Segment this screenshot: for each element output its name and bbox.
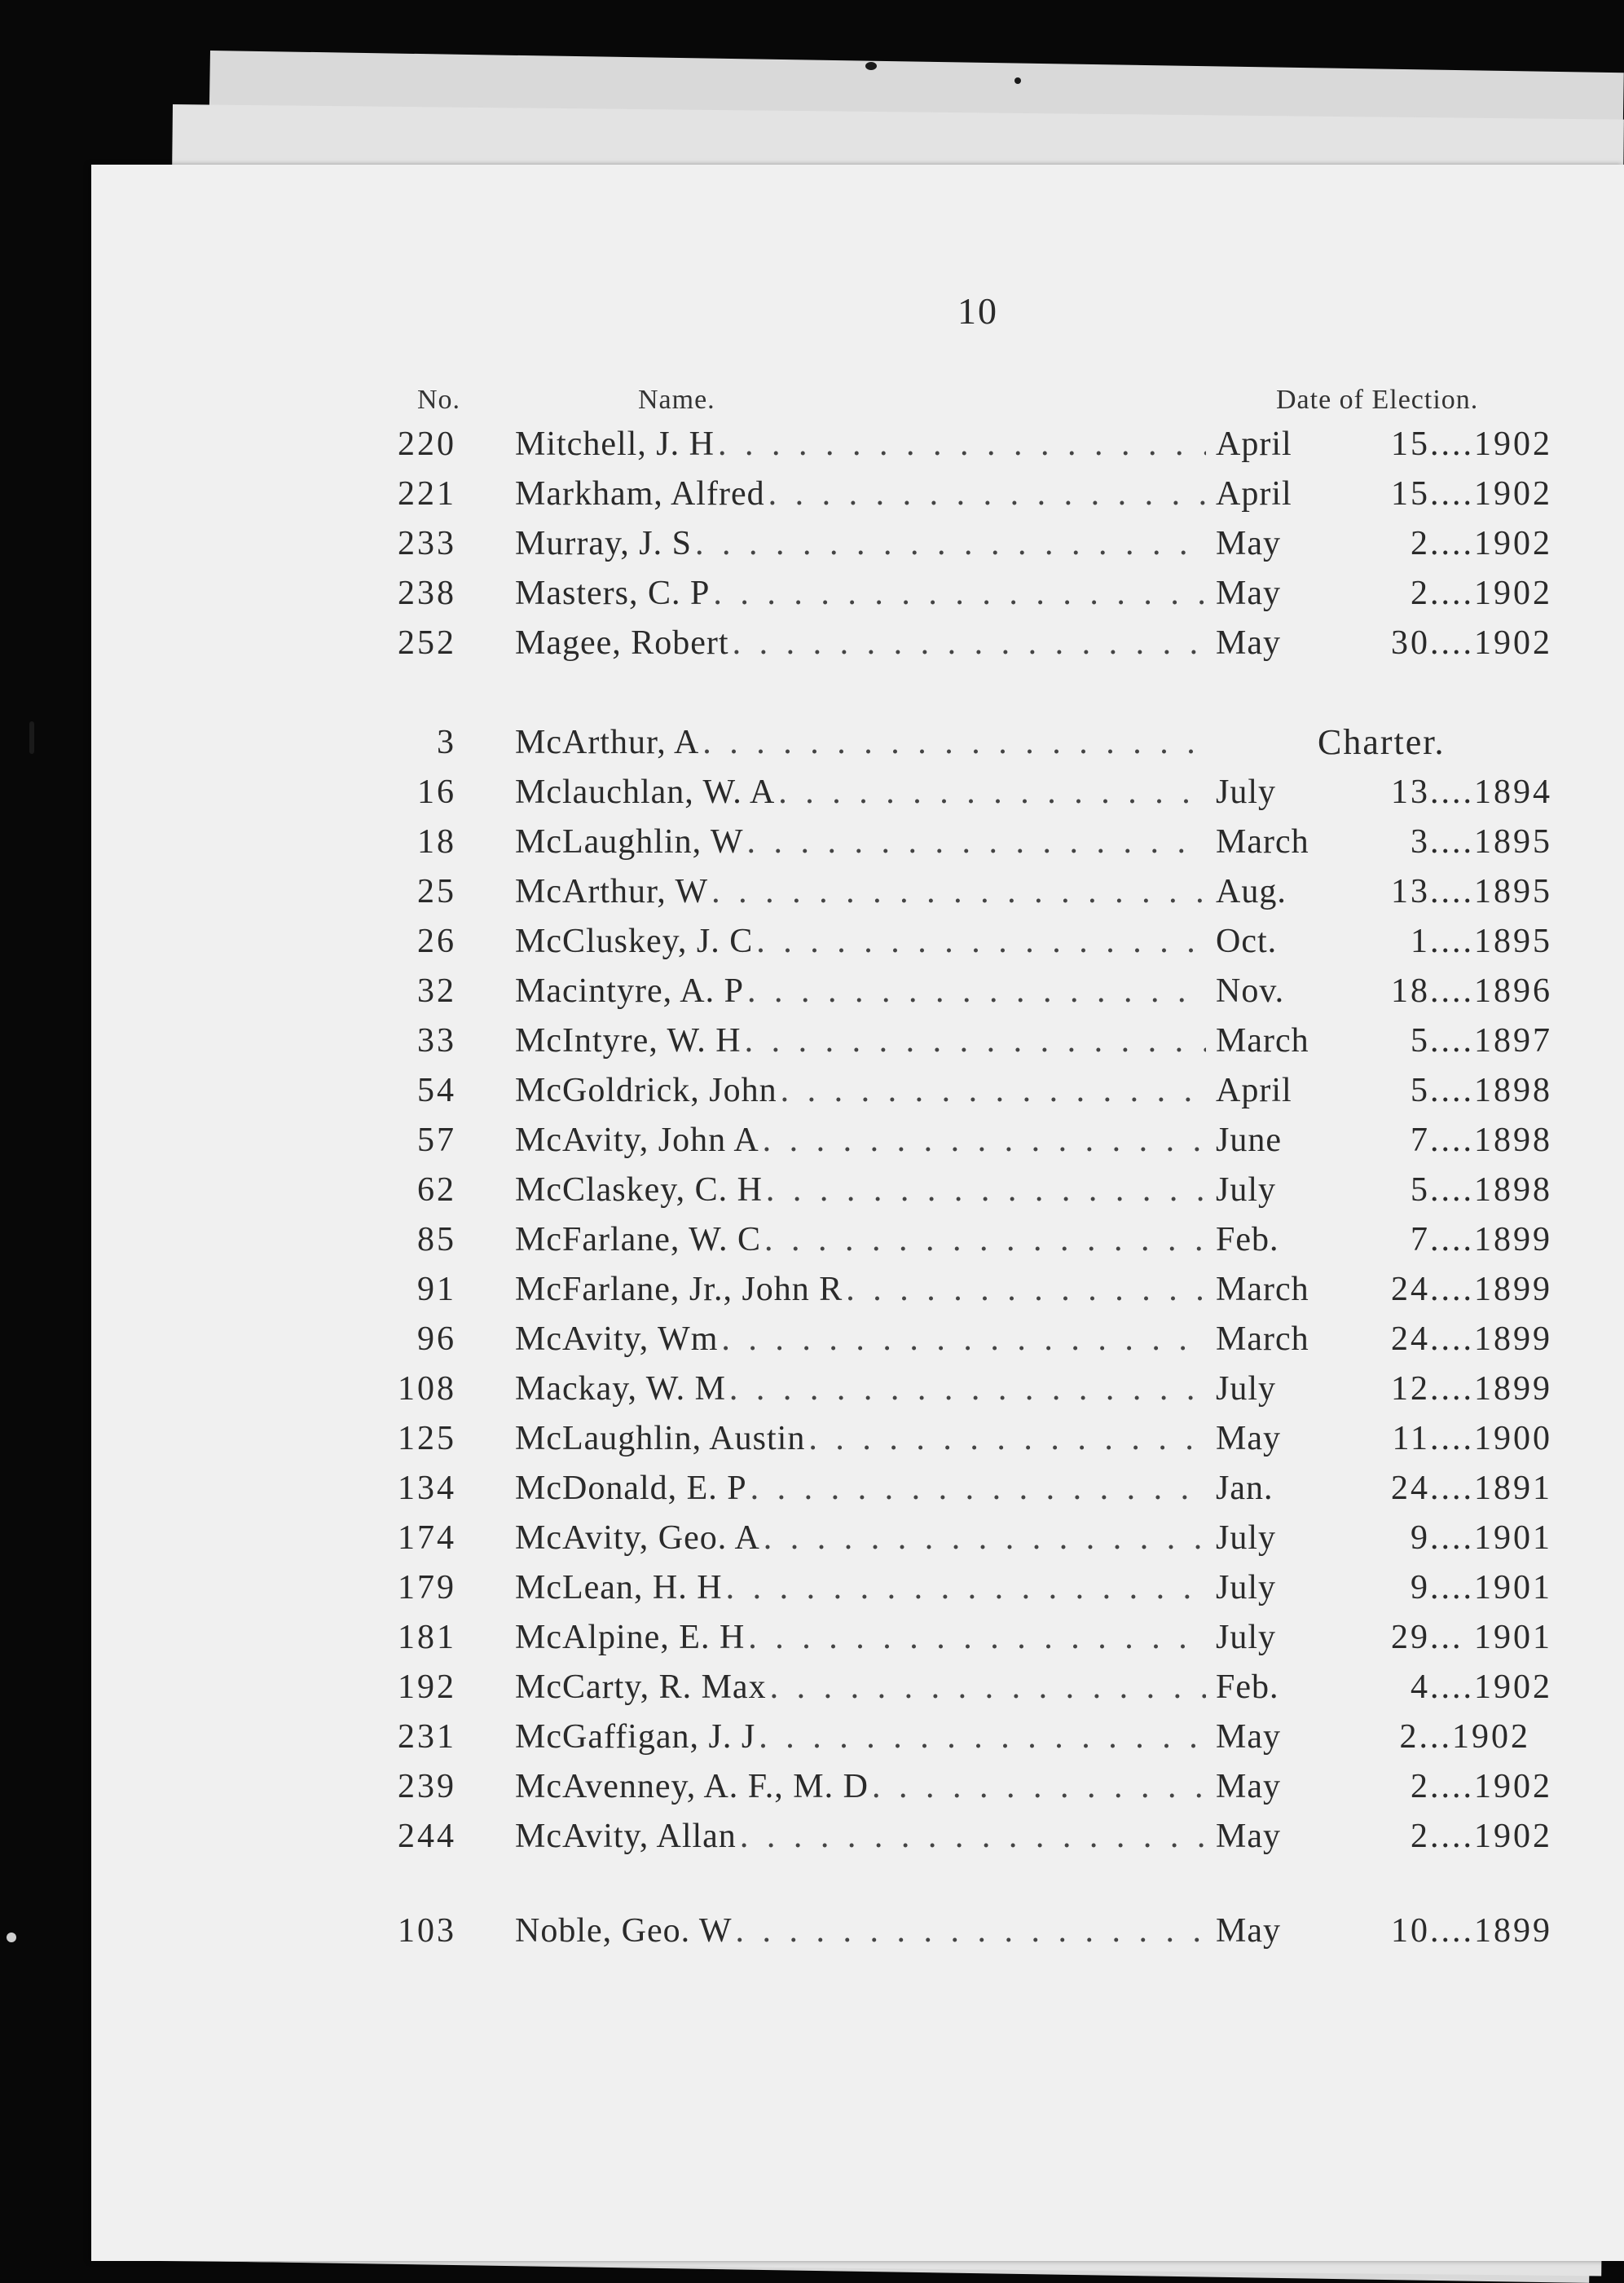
member-number: 33	[417, 1022, 456, 1060]
member-number: 221	[398, 475, 456, 513]
member-number: 233	[398, 525, 456, 562]
election-day: 7	[1411, 1122, 1430, 1159]
dot-leader	[702, 720, 1206, 765]
member-row	[0, 521, 1624, 566]
member-name: McDonald, E. P	[515, 1470, 747, 1507]
election-day: 3	[1411, 823, 1430, 861]
member-name-line	[515, 1565, 1206, 1611]
election-month: Aug.	[1216, 873, 1287, 910]
member-name-line	[515, 571, 1206, 616]
member-row	[0, 1565, 1624, 1611]
member-row	[0, 819, 1624, 865]
dot-leader	[729, 1366, 1206, 1412]
election-month: April	[1216, 475, 1292, 513]
election-month: May	[1216, 1818, 1281, 1855]
member-number: 32	[417, 972, 456, 1010]
election-day: 9	[1411, 1519, 1430, 1557]
dot-leader	[781, 1068, 1206, 1113]
election-year: ....1898	[1430, 1072, 1552, 1109]
member-name-line	[515, 819, 1206, 865]
member-number: 96	[417, 1320, 456, 1358]
election-day: 24	[1391, 1470, 1430, 1507]
member-row	[0, 1908, 1624, 1954]
member-name-line	[515, 1814, 1206, 1859]
member-name-line	[515, 1615, 1206, 1660]
election-year: ....1899	[1430, 1912, 1552, 1950]
member-number: 103	[398, 1912, 456, 1950]
member-row	[0, 869, 1624, 915]
member-name: Mclauchlan, W. A	[515, 773, 776, 811]
charter-label: Charter.	[1318, 722, 1446, 762]
member-name-line	[515, 1267, 1206, 1312]
member-number: 125	[398, 1420, 456, 1457]
film-speck	[865, 62, 877, 70]
election-year: ....1902	[1430, 624, 1552, 662]
dot-leader	[763, 1117, 1206, 1163]
member-name-line	[515, 1068, 1206, 1113]
member-name: Magee, Robert	[515, 624, 729, 662]
election-day: 2	[1411, 525, 1430, 562]
member-name-line	[515, 1217, 1206, 1263]
election-year: ....1896	[1430, 972, 1552, 1010]
election-month: March	[1216, 1022, 1309, 1060]
election-day: 2	[1411, 1768, 1430, 1805]
dot-leader	[778, 769, 1206, 815]
member-name-line	[515, 1515, 1206, 1561]
member-number: 134	[398, 1470, 456, 1507]
member-name-line	[515, 919, 1206, 964]
dot-leader	[748, 1615, 1206, 1660]
dot-leader	[770, 1664, 1206, 1710]
election-year: ....1899	[1430, 1320, 1552, 1358]
dot-leader	[768, 471, 1206, 517]
member-name-line	[515, 620, 1206, 666]
member-name: Murray, J. S	[515, 525, 692, 562]
member-name: McCluskey, J. C	[515, 923, 754, 960]
member-name: Mitchell, J. H	[515, 425, 715, 463]
member-name-line	[515, 1316, 1206, 1362]
member-name: McAvity, Allan	[515, 1818, 737, 1855]
election-year: ....1895	[1430, 873, 1552, 910]
election-day: 7	[1411, 1221, 1430, 1258]
election-year: ....1902	[1430, 425, 1552, 463]
election-year: ....1898	[1430, 1122, 1552, 1159]
member-row	[0, 421, 1624, 467]
member-row	[0, 1515, 1624, 1561]
dot-leader	[750, 1465, 1206, 1511]
member-name: McGaffigan, J. J	[515, 1718, 756, 1756]
member-row	[0, 620, 1624, 666]
election-day: 9	[1411, 1569, 1430, 1606]
dot-leader	[766, 1167, 1206, 1213]
member-number: 85	[417, 1221, 456, 1258]
member-number: 220	[398, 425, 456, 463]
member-number: 25	[417, 873, 456, 910]
member-name-line	[515, 1018, 1206, 1064]
election-year: ....1899	[1430, 1221, 1552, 1258]
dot-leader	[718, 421, 1206, 467]
member-name-line	[515, 869, 1206, 915]
member-name: McCarty, R. Max	[515, 1668, 767, 1706]
dot-leader	[711, 869, 1206, 915]
member-name: McClaskey, C. H	[515, 1171, 763, 1209]
member-number: 108	[398, 1370, 456, 1408]
member-row	[0, 1764, 1624, 1809]
election-month: May	[1216, 525, 1281, 562]
election-day: 2	[1411, 1818, 1430, 1855]
member-row	[0, 1217, 1624, 1263]
member-number: 18	[417, 823, 456, 861]
member-name: McAvity, John A	[515, 1122, 759, 1159]
member-name: McArthur, A	[515, 724, 700, 761]
member-name: McLaughlin, W	[515, 823, 744, 861]
member-number: 192	[398, 1668, 456, 1706]
member-name: Noble, Geo. W	[515, 1912, 733, 1950]
dot-leader	[726, 1565, 1206, 1611]
election-month: July	[1216, 1619, 1277, 1656]
election-day: 5	[1411, 1072, 1430, 1109]
member-number: 181	[398, 1619, 456, 1656]
member-name-line	[515, 1714, 1206, 1760]
member-number: 91	[417, 1271, 456, 1308]
election-day: 24	[1391, 1271, 1430, 1308]
member-name-line	[515, 769, 1206, 815]
election-month: July	[1216, 773, 1277, 811]
member-name: Masters, C. P	[515, 575, 711, 612]
election-month: May	[1216, 1420, 1281, 1457]
member-row	[0, 1267, 1624, 1312]
member-name-line	[515, 421, 1206, 467]
election-year: ....1902	[1430, 1668, 1552, 1706]
member-name: McFarlane, Jr., John R	[515, 1271, 843, 1308]
election-year: ....1900	[1430, 1420, 1552, 1457]
member-name: McLean, H. H	[515, 1569, 723, 1606]
member-number: 252	[398, 624, 456, 662]
dot-leader	[736, 1908, 1207, 1954]
member-name: McIntyre, W. H	[515, 1022, 742, 1060]
member-name: McAvenney, A. F., M. D	[515, 1768, 869, 1805]
election-month: July	[1216, 1370, 1277, 1408]
member-row	[0, 769, 1624, 815]
election-month: March	[1216, 823, 1309, 861]
member-row	[0, 471, 1624, 517]
member-name: Macintyre, A. P	[515, 972, 744, 1010]
election-day: 30	[1391, 624, 1430, 662]
election-day: 5	[1411, 1171, 1430, 1209]
election-day: 15	[1391, 425, 1430, 463]
dot-leader	[733, 620, 1206, 666]
election-year: ....1891	[1430, 1470, 1552, 1507]
election-year: ....1899	[1430, 1271, 1552, 1308]
member-name: Mackay, W. M	[515, 1370, 726, 1408]
election-day: 10	[1391, 1912, 1430, 1950]
member-number: 26	[417, 923, 456, 960]
election-year: ....1895	[1430, 823, 1552, 861]
member-number: 54	[417, 1072, 456, 1109]
member-number: 231	[398, 1718, 456, 1756]
member-number: 238	[398, 575, 456, 612]
member-row	[0, 1366, 1624, 1412]
election-year: ....1902	[1430, 1768, 1552, 1805]
dot-leader	[756, 919, 1206, 964]
election-month: Feb.	[1216, 1668, 1279, 1706]
dot-leader	[721, 1316, 1206, 1362]
member-name: McAvity, Geo. A	[515, 1519, 760, 1557]
member-number: 244	[398, 1818, 456, 1855]
dot-leader	[745, 1018, 1206, 1064]
member-row	[0, 1167, 1624, 1213]
election-month: May	[1216, 575, 1281, 612]
election-month: Nov.	[1216, 972, 1285, 1010]
column-header-no: No.	[417, 385, 461, 415]
member-row	[0, 1068, 1624, 1113]
election-day: 5	[1411, 1022, 1430, 1060]
member-number: 62	[417, 1171, 456, 1209]
dot-leader	[747, 968, 1206, 1014]
member-number: 174	[398, 1519, 456, 1557]
member-row	[0, 1714, 1624, 1760]
member-number: 179	[398, 1569, 456, 1606]
member-row	[0, 1117, 1624, 1163]
member-name-line	[515, 1664, 1206, 1710]
member-row	[0, 1664, 1624, 1710]
election-month: Oct.	[1216, 923, 1278, 960]
election-day: 2	[1411, 575, 1430, 612]
dot-leader	[740, 1814, 1206, 1859]
member-name-line	[515, 1764, 1206, 1809]
column-header-name: Name.	[638, 385, 715, 415]
member-row	[0, 1316, 1624, 1362]
election-day: 29	[1391, 1619, 1430, 1656]
election-month: July	[1216, 1519, 1277, 1557]
election-month: July	[1216, 1171, 1277, 1209]
member-name-line	[515, 1167, 1206, 1213]
dot-leader	[713, 571, 1206, 616]
election-month: May	[1216, 624, 1281, 662]
election-year: ....1897	[1430, 1022, 1552, 1060]
member-row	[0, 1814, 1624, 1859]
election-year: ....1894	[1430, 773, 1552, 811]
dot-leader	[846, 1267, 1206, 1312]
election-day: 18	[1391, 972, 1430, 1010]
member-row	[0, 571, 1624, 616]
member-number: 3	[437, 724, 456, 761]
election-month: March	[1216, 1271, 1309, 1308]
election-year: ....1895	[1430, 923, 1552, 960]
election-day: 13	[1391, 773, 1430, 811]
film-speck	[1014, 77, 1021, 84]
election-year: ....1901	[1430, 1519, 1552, 1557]
election-month: April	[1216, 425, 1292, 463]
election-year: ....1902	[1430, 525, 1552, 562]
election-day: 24	[1391, 1320, 1430, 1358]
member-name-line	[515, 1465, 1206, 1511]
election-month: March	[1216, 1320, 1309, 1358]
election-month: July	[1216, 1569, 1277, 1606]
dot-leader	[808, 1416, 1206, 1461]
election-year: ....1899	[1430, 1370, 1552, 1408]
member-row	[0, 919, 1624, 964]
member-name-line	[515, 720, 1206, 765]
dot-leader	[764, 1515, 1206, 1561]
election-month: Jan.	[1216, 1470, 1274, 1507]
election-month: May	[1216, 1768, 1281, 1805]
election-year: ..1902	[1430, 1718, 1530, 1756]
member-row	[0, 1615, 1624, 1660]
member-row	[0, 968, 1624, 1014]
election-day: 2.	[1399, 1718, 1430, 1756]
member-number: 57	[417, 1122, 456, 1159]
election-year: ....1901	[1430, 1569, 1552, 1606]
election-month: April	[1216, 1072, 1292, 1109]
member-number: 239	[398, 1768, 456, 1805]
page-number: 10	[957, 290, 998, 332]
member-name: McGoldrick, John	[515, 1072, 777, 1109]
member-name: Markham, Alfred	[515, 475, 765, 513]
member-name-line	[515, 471, 1206, 517]
member-name: McAvity, Wm	[515, 1320, 719, 1358]
member-name: McLaughlin, Austin	[515, 1420, 806, 1457]
member-row	[0, 720, 1624, 765]
dot-leader	[759, 1714, 1206, 1760]
member-name: McFarlane, W. C	[515, 1221, 761, 1258]
election-day: 4	[1411, 1668, 1430, 1706]
election-month: June	[1216, 1122, 1282, 1159]
election-day: 1	[1411, 923, 1430, 960]
member-name-line	[515, 521, 1206, 566]
election-day: 15	[1391, 475, 1430, 513]
member-name-line	[515, 1416, 1206, 1461]
member-name-line	[515, 1117, 1206, 1163]
column-header-date: Date of Election.	[1276, 385, 1479, 415]
election-year: ....1898	[1430, 1171, 1552, 1209]
member-name: McAlpine, E. H	[515, 1619, 746, 1656]
election-year: ....1902	[1430, 1818, 1552, 1855]
election-month: Feb.	[1216, 1221, 1279, 1258]
member-name: McArthur, W	[515, 873, 709, 910]
member-number: 16	[417, 773, 456, 811]
member-row	[0, 1416, 1624, 1461]
member-row	[0, 1465, 1624, 1511]
dot-leader	[695, 521, 1206, 566]
election-year: ... 1901	[1430, 1619, 1552, 1656]
member-row	[0, 1018, 1624, 1064]
election-day: 13	[1391, 873, 1430, 910]
election-year: ....1902	[1430, 475, 1552, 513]
dot-leader	[747, 819, 1206, 865]
election-day: 11	[1392, 1420, 1430, 1457]
election-day: 12	[1391, 1370, 1430, 1408]
election-year: ....1902	[1430, 575, 1552, 612]
member-name-line	[515, 968, 1206, 1014]
dot-leader	[872, 1764, 1206, 1809]
member-name-line	[515, 1366, 1206, 1412]
election-month: May	[1216, 1718, 1281, 1756]
member-name-line	[515, 1908, 1206, 1954]
dot-leader	[764, 1217, 1206, 1263]
election-month: May	[1216, 1912, 1281, 1950]
